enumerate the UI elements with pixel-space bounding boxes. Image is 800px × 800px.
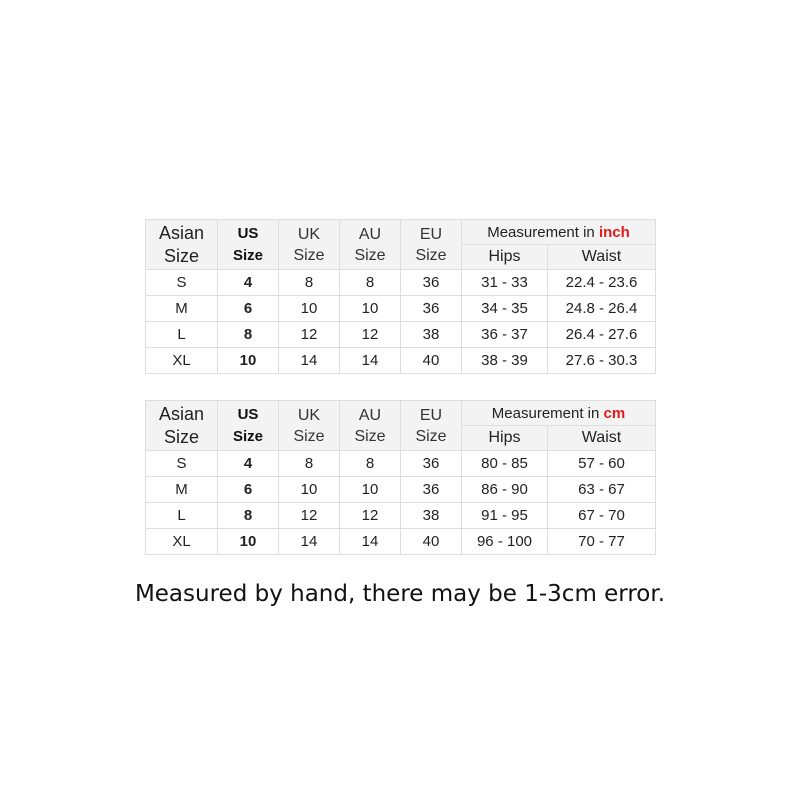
cell-eu: 38: [401, 503, 462, 529]
cell-waist: 26.4 - 27.6: [548, 322, 656, 348]
cell-hips: 86 - 90: [462, 477, 548, 503]
table-header: [146, 401, 656, 451]
cell-asian: S: [146, 270, 218, 296]
cell-waist: 24.8 - 26.4: [548, 296, 656, 322]
cell-asian: XL: [146, 348, 218, 374]
cell-asian: M: [146, 477, 218, 503]
cell-au: 8: [340, 270, 401, 296]
col-header-asian-size: Asian Size: [146, 401, 218, 451]
cell-asian: M: [146, 296, 218, 322]
cell-waist: 70 - 77: [548, 529, 656, 555]
cell-us: 6: [218, 477, 279, 503]
measurement-unit: inch: [598, 223, 630, 241]
cell-asian: L: [146, 322, 218, 348]
cell-au: 14: [340, 348, 401, 374]
cell-hips: 31 - 33: [462, 270, 548, 296]
cell-hips: 34 - 35: [462, 296, 548, 322]
cell-uk: 12: [279, 503, 340, 529]
cell-waist: 22.4 - 23.6: [548, 270, 656, 296]
size-chart-cm-table: [145, 400, 656, 555]
cell-us: 8: [218, 322, 279, 348]
cell-uk: 8: [279, 270, 340, 296]
measurement-label: Measurement in: [491, 404, 600, 422]
table-row: [146, 270, 656, 296]
cell-au: 12: [340, 503, 401, 529]
cell-uk: 8: [279, 451, 340, 477]
cell-uk: 14: [279, 529, 340, 555]
measurement-label: Measurement in: [487, 223, 595, 241]
table-row: [146, 503, 656, 529]
cell-au: 14: [340, 529, 401, 555]
col-header-us-size: US Size: [218, 401, 279, 451]
cell-hips: 36 - 37: [462, 322, 548, 348]
table-row: [146, 451, 656, 477]
cell-hips: 38 - 39: [462, 348, 548, 374]
cell-uk: 10: [279, 477, 340, 503]
col-header-au-size: AU Size: [340, 220, 401, 270]
col-header-hips: Hips: [462, 245, 548, 270]
col-header-au-size: AU Size: [340, 401, 401, 451]
col-header-measurement: [462, 401, 656, 426]
col-header-uk-size: UK Size: [279, 401, 340, 451]
col-header-eu-size: EU Size: [401, 220, 462, 270]
size-chart-inch-table: [145, 219, 656, 374]
col-header-eu-size: EU Size: [401, 401, 462, 451]
cell-asian: XL: [146, 529, 218, 555]
cell-uk: 12: [279, 322, 340, 348]
cell-hips: 96 - 100: [462, 529, 548, 555]
cell-us: 4: [218, 270, 279, 296]
cell-us: 10: [218, 529, 279, 555]
table-row: [146, 296, 656, 322]
cell-us: 4: [218, 451, 279, 477]
cell-eu: 40: [401, 348, 462, 374]
cell-eu: 36: [401, 296, 462, 322]
measurement-disclaimer: Measured by hand, there may be 1-3cm error.: [134, 581, 666, 607]
table-row: [146, 348, 656, 374]
cell-asian: S: [146, 451, 218, 477]
col-header-waist: Waist: [548, 426, 656, 451]
table-row: [146, 322, 656, 348]
cell-uk: 10: [279, 296, 340, 322]
measurement-unit: cm: [603, 404, 626, 422]
cell-eu: 40: [401, 529, 462, 555]
col-header-us-size: US Size: [218, 220, 279, 270]
cell-au: 12: [340, 322, 401, 348]
col-header-asian-size: Asian Size: [146, 220, 218, 270]
cell-au: 10: [340, 296, 401, 322]
table-row: [146, 477, 656, 503]
cell-au: 8: [340, 451, 401, 477]
table-row: [146, 529, 656, 555]
cell-asian: L: [146, 503, 218, 529]
col-header-hips: Hips: [462, 426, 548, 451]
cell-hips: 80 - 85: [462, 451, 548, 477]
cell-waist: 63 - 67: [548, 477, 656, 503]
cell-us: 10: [218, 348, 279, 374]
cell-waist: 27.6 - 30.3: [548, 348, 656, 374]
cell-waist: 67 - 70: [548, 503, 656, 529]
cell-hips: 91 - 95: [462, 503, 548, 529]
cell-eu: 38: [401, 322, 462, 348]
cell-us: 8: [218, 503, 279, 529]
col-header-waist: Waist: [548, 245, 656, 270]
col-header-uk-size: UK Size: [279, 220, 340, 270]
cell-eu: 36: [401, 477, 462, 503]
col-header-measurement: [462, 220, 656, 245]
cell-waist: 57 - 60: [548, 451, 656, 477]
table-header: [146, 220, 656, 270]
cell-au: 10: [340, 477, 401, 503]
cell-uk: 14: [279, 348, 340, 374]
cell-eu: 36: [401, 270, 462, 296]
cell-us: 6: [218, 296, 279, 322]
cell-eu: 36: [401, 451, 462, 477]
